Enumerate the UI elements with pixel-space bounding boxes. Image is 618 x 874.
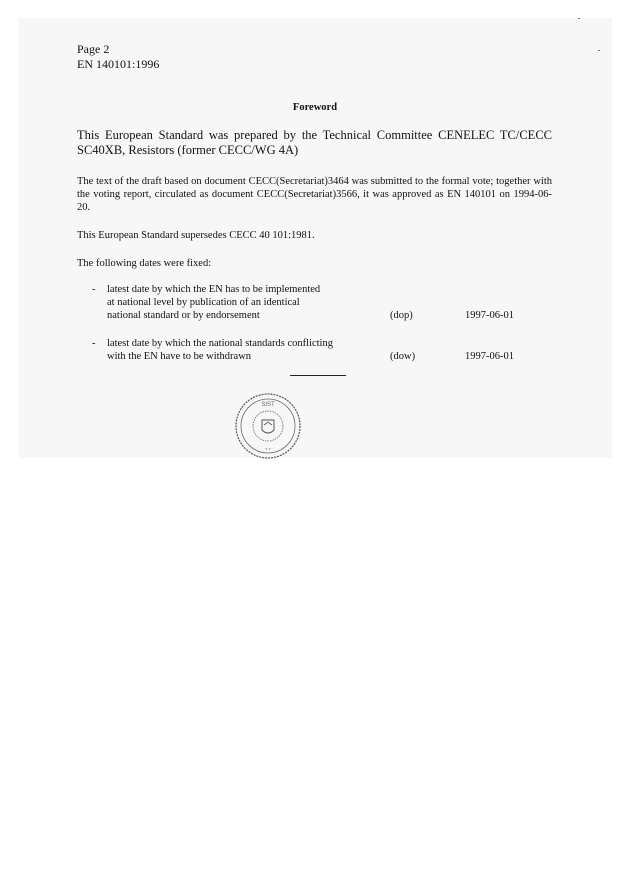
- paragraph-supersedes: This European Standard supersedes CECC 40 101:1981.: [77, 230, 315, 241]
- date-value: 1997-06-01: [465, 310, 514, 321]
- date-item-line: with the EN have to be withdrawn: [107, 351, 252, 362]
- date-item-line: at national level by publication of an identical: [107, 297, 300, 308]
- seal-text: SIST: [261, 402, 275, 408]
- document-number: EN 140101:1996: [77, 57, 160, 71]
- section-divider: [290, 375, 346, 376]
- paragraph-dates-intro: The following dates were fixed:: [77, 258, 212, 269]
- date-code: (dop): [390, 310, 413, 321]
- foreword-title: Foreword: [292, 102, 338, 113]
- page-label: Page 2: [77, 42, 110, 56]
- bullet-dash: -: [92, 338, 96, 349]
- paragraph-committee: This European Standard was prepared by the Technical Committee CENELEC TC/CECC SC40XB, Resistors (former CECC/WG 4A): [77, 128, 552, 157]
- date-item-line: latest date by which the national standards conflicting: [107, 338, 333, 349]
- official-seal-icon: [234, 392, 302, 460]
- scan-speck: [598, 50, 600, 51]
- date-item-line: latest date by which the EN has to be implemented: [107, 284, 321, 295]
- paragraph-draft-approval: The text of the draft based on document CECC(Secretariat)3464 was submitted to the formal vote; together with the voting report, circulated as document CECC(Secretariat)3566, it was approved as EN 140101 on 1994-06-20.: [77, 176, 552, 213]
- date-code: (dow): [390, 351, 416, 362]
- scan-speck: [578, 18, 580, 19]
- svg-text:* *: * *: [265, 448, 271, 454]
- date-value: 1997-06-01: [465, 351, 514, 362]
- bullet-dash: -: [92, 284, 96, 295]
- date-item-line: national standard or by endorsement: [107, 310, 260, 321]
